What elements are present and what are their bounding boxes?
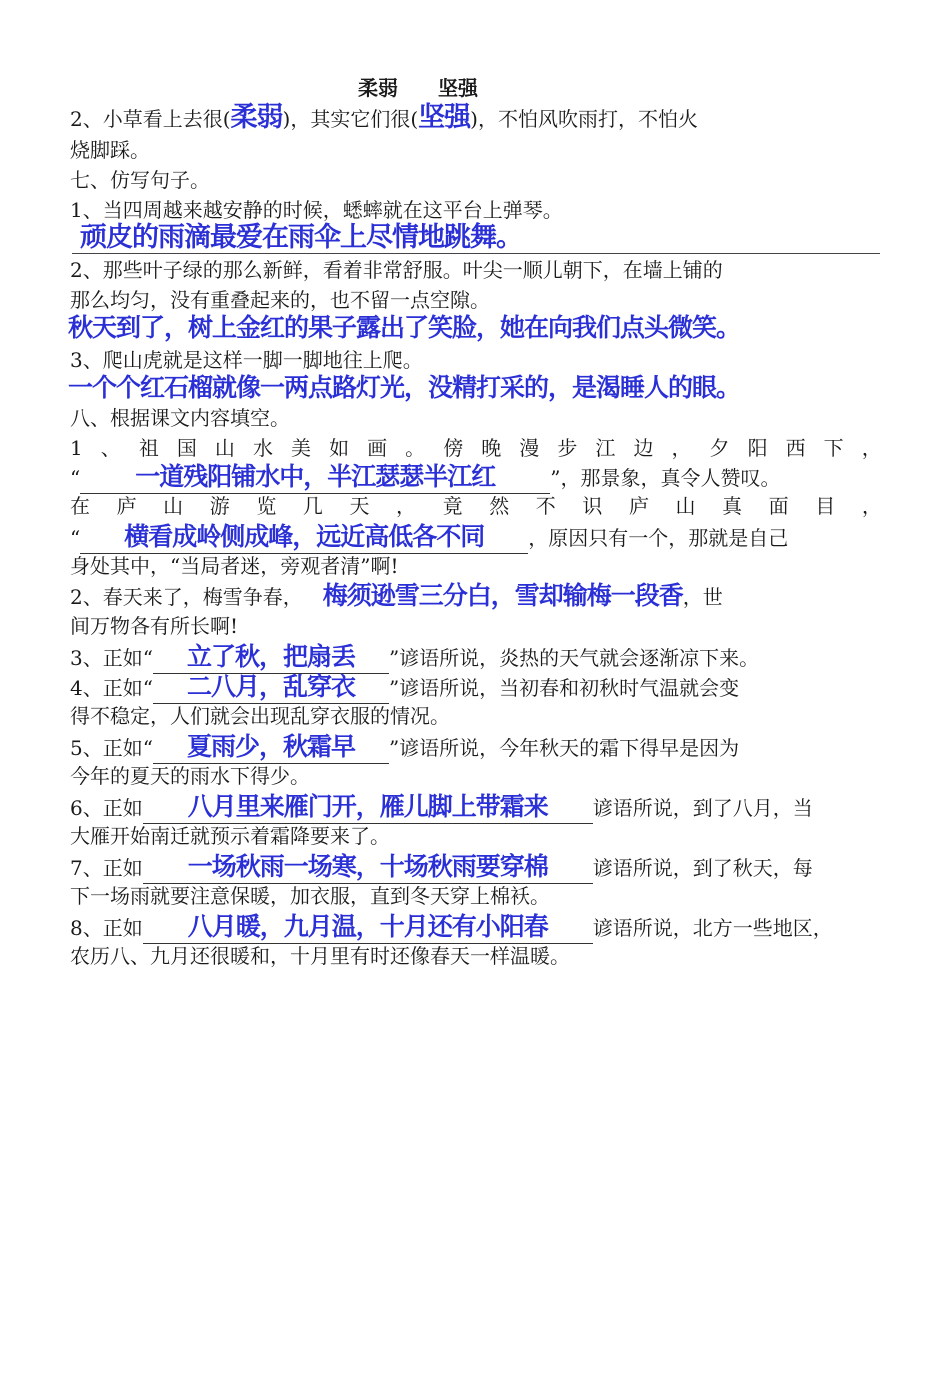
s8-q1-line-4 <box>70 522 882 554</box>
answer-text: 一道残阳铺水中，半江瑟瑟半江红 <box>135 462 496 491</box>
s7-prompt-1: 1、当四周越来越安静的时候，蟋蟀就在这平台上弹琴。 <box>70 198 563 222</box>
question-text: ”谚语所说，当初春和初秋时气温就会变 <box>388 676 740 700</box>
blank-answer <box>80 462 550 494</box>
proverb-3-line <box>70 642 882 674</box>
spaced-char: 竟 <box>442 494 463 518</box>
spaced-char: 几 <box>302 494 323 518</box>
spaced-char: 目 <box>815 494 836 518</box>
blank-answer <box>153 732 389 764</box>
question-text: ”，那景象，真令人赞叹。 <box>550 466 781 490</box>
proverb-4-line <box>70 672 882 704</box>
s7-answer-3 <box>68 374 888 403</box>
blank-answer <box>80 522 528 554</box>
s8-q1-line-1 <box>70 434 882 462</box>
section-8-title: 八、根据课文内容填空。 <box>70 406 290 430</box>
blank-answer <box>153 642 389 674</box>
blank-answer <box>143 792 593 824</box>
question-text: ”谚语所说，炎热的天气就会逐渐凉下来。 <box>388 646 760 670</box>
spaced-char: 步 <box>557 436 578 460</box>
answer-text: 梅须逊雪三分白，雪却输梅一段香 <box>322 581 683 610</box>
spaced-char: 祖 <box>138 436 159 460</box>
spaced-char: 山 <box>214 436 235 460</box>
spaced-char: 西 <box>785 436 806 460</box>
spaced-char: 1 <box>70 436 83 460</box>
question-text: )，其实它们很( <box>282 107 419 131</box>
answer-text: 秋天到了，树上金红的果子露出了笑脸，她在向我们点头微笑。 <box>68 313 741 342</box>
spaced-char: 下 <box>823 436 844 460</box>
spaced-char: 真 <box>722 494 743 518</box>
question-text: 4、正如“ <box>70 676 153 700</box>
s8-q2-line-2: 间万物各有所长啊! <box>70 614 239 638</box>
question-text: 谚语所说，到了八月，当 <box>592 796 813 820</box>
s8-q2-line-1 <box>70 582 882 611</box>
answer-text: 坚强 <box>418 102 471 133</box>
section-7-title: 七、仿写句子。 <box>70 168 210 192</box>
question-text: ”谚语所说，今年秋天的霜下得早是因为 <box>388 736 740 760</box>
spaced-char: 庐 <box>116 494 137 518</box>
spaced-char: 漫 <box>519 436 540 460</box>
s8-q1-line-2 <box>70 462 882 494</box>
blank-answer <box>153 672 389 704</box>
s7-prompt-3: 3、爬山虎就是这样一脚一脚地往上爬。 <box>70 348 423 372</box>
spaced-char: 画 <box>367 436 388 460</box>
quote-mark: “ <box>70 466 81 490</box>
spaced-char: ， <box>396 494 417 518</box>
spaced-char: 山 <box>675 494 696 518</box>
proverb-5-cont: 今年的夏天的雨水下得少。 <box>70 764 310 788</box>
spaced-char: 。 <box>405 436 426 460</box>
question-text: 2、小草看上去很( <box>70 107 231 131</box>
spaced-char: ， <box>671 436 692 460</box>
spaced-char: ， <box>861 436 882 460</box>
answer-text: 柔弱 <box>230 102 283 133</box>
proverb-4-cont: 得不稳定，人们就会出现乱穿衣服的情况。 <box>70 704 450 728</box>
proverb-7-line <box>70 852 882 884</box>
question-text: ，世 <box>682 585 723 609</box>
answer-text: 夏雨少，秋霜早 <box>186 732 355 761</box>
question-2-cont: 烧脚踩。 <box>70 138 150 162</box>
spaced-char: 天 <box>349 494 370 518</box>
question-text: 6、正如 <box>70 796 143 820</box>
spaced-char: 山 <box>163 494 184 518</box>
spaced-char: 在 <box>70 494 90 518</box>
spaced-char: 览 <box>256 494 277 518</box>
spaced-char: 然 <box>489 494 510 518</box>
question-text: 谚语所说，北方一些地区， <box>592 916 833 940</box>
question-text: 7、正如 <box>70 856 143 880</box>
s7-prompt-2: 2、那些叶子绿的那么新鲜，看着非常舒服。叶尖一顺儿朝下，在墙上铺的 <box>70 258 723 282</box>
question-text: 5、正如“ <box>70 736 153 760</box>
proverb-5-line <box>70 732 882 764</box>
spaced-char: 傍 <box>443 436 464 460</box>
spaced-char: 国 <box>176 436 197 460</box>
answer-text: 八月暖，九月温，十月还有小阳春 <box>187 912 548 941</box>
quote-mark: “ <box>70 526 81 550</box>
blank-answer <box>143 912 593 944</box>
s8-q1-line-3 <box>70 492 882 520</box>
answer-text: 二八月，乱穿衣 <box>186 672 355 701</box>
spaced-char: 如 <box>329 436 350 460</box>
s7-answer-1 <box>72 224 880 254</box>
question-text: 8、正如 <box>70 916 143 940</box>
header-word-1: 柔弱 <box>358 76 398 100</box>
proverb-8-cont: 农历八、九月还很暖和，十月里有时还像春天一样温暖。 <box>70 944 570 968</box>
spaced-char: 游 <box>209 494 230 518</box>
answer-text: 一场秋雨一场寒，十场秋雨要穿棉 <box>187 852 548 881</box>
header-word-2: 坚强 <box>438 76 478 100</box>
spaced-char: 识 <box>582 494 603 518</box>
blank-answer <box>143 852 593 884</box>
s7-prompt-2-cont: 那么均匀，没有重叠起来的，也不留一点空隙。 <box>70 288 490 312</box>
proverb-6-cont: 大雁开始南迁就预示着霜降要来了。 <box>70 824 390 848</box>
spaced-char: 庐 <box>628 494 649 518</box>
answer-text: 顽皮的雨滴最爱在雨伞上尽情地跳舞。 <box>80 222 522 253</box>
question-text: 2、春天来了，梅雪争春， <box>70 585 303 609</box>
spaced-char: ， <box>861 494 882 518</box>
question-text: 3、正如“ <box>70 646 153 670</box>
proverb-6-line <box>70 792 882 824</box>
question-2-line <box>70 104 882 133</box>
spaced-char: 美 <box>291 436 312 460</box>
s7-answer-2 <box>68 314 888 343</box>
question-text: )，不怕风吹雨打，不怕火 <box>470 107 698 131</box>
spaced-char: 水 <box>252 436 273 460</box>
proverb-8-line <box>70 912 882 944</box>
spaced-char: 江 <box>595 436 616 460</box>
spaced-char: 晚 <box>481 436 502 460</box>
spaced-char: 边 <box>633 436 654 460</box>
spaced-char: 面 <box>768 494 789 518</box>
header-words <box>358 74 558 102</box>
answer-text: 一个个红石榴就像一两点路灯光，没精打采的，是渴睡人的眼。 <box>68 373 741 402</box>
proverb-7-cont: 下一场雨就要注意保暖，加衣服，直到冬天穿上棉袄。 <box>70 884 550 908</box>
spaced-char: 不 <box>535 494 556 518</box>
s8-q1-line-5: 身处其中，“当局者迷，旁观者清”啊! <box>70 554 399 578</box>
answer-text: 立了秋，把扇丢 <box>186 642 355 671</box>
spaced-char: 夕 <box>709 436 730 460</box>
answer-text: 横看成岭侧成峰，远近高低各不同 <box>124 522 485 551</box>
question-text: ，原因只有一个，那就是自己 <box>528 526 789 550</box>
answer-text: 八月里来雁门开，雁儿脚上带霜来 <box>187 792 548 821</box>
question-text: 谚语所说，到了秋天，每 <box>592 856 813 880</box>
spaced-char: 、 <box>100 436 121 460</box>
spaced-char: 阳 <box>747 436 768 460</box>
